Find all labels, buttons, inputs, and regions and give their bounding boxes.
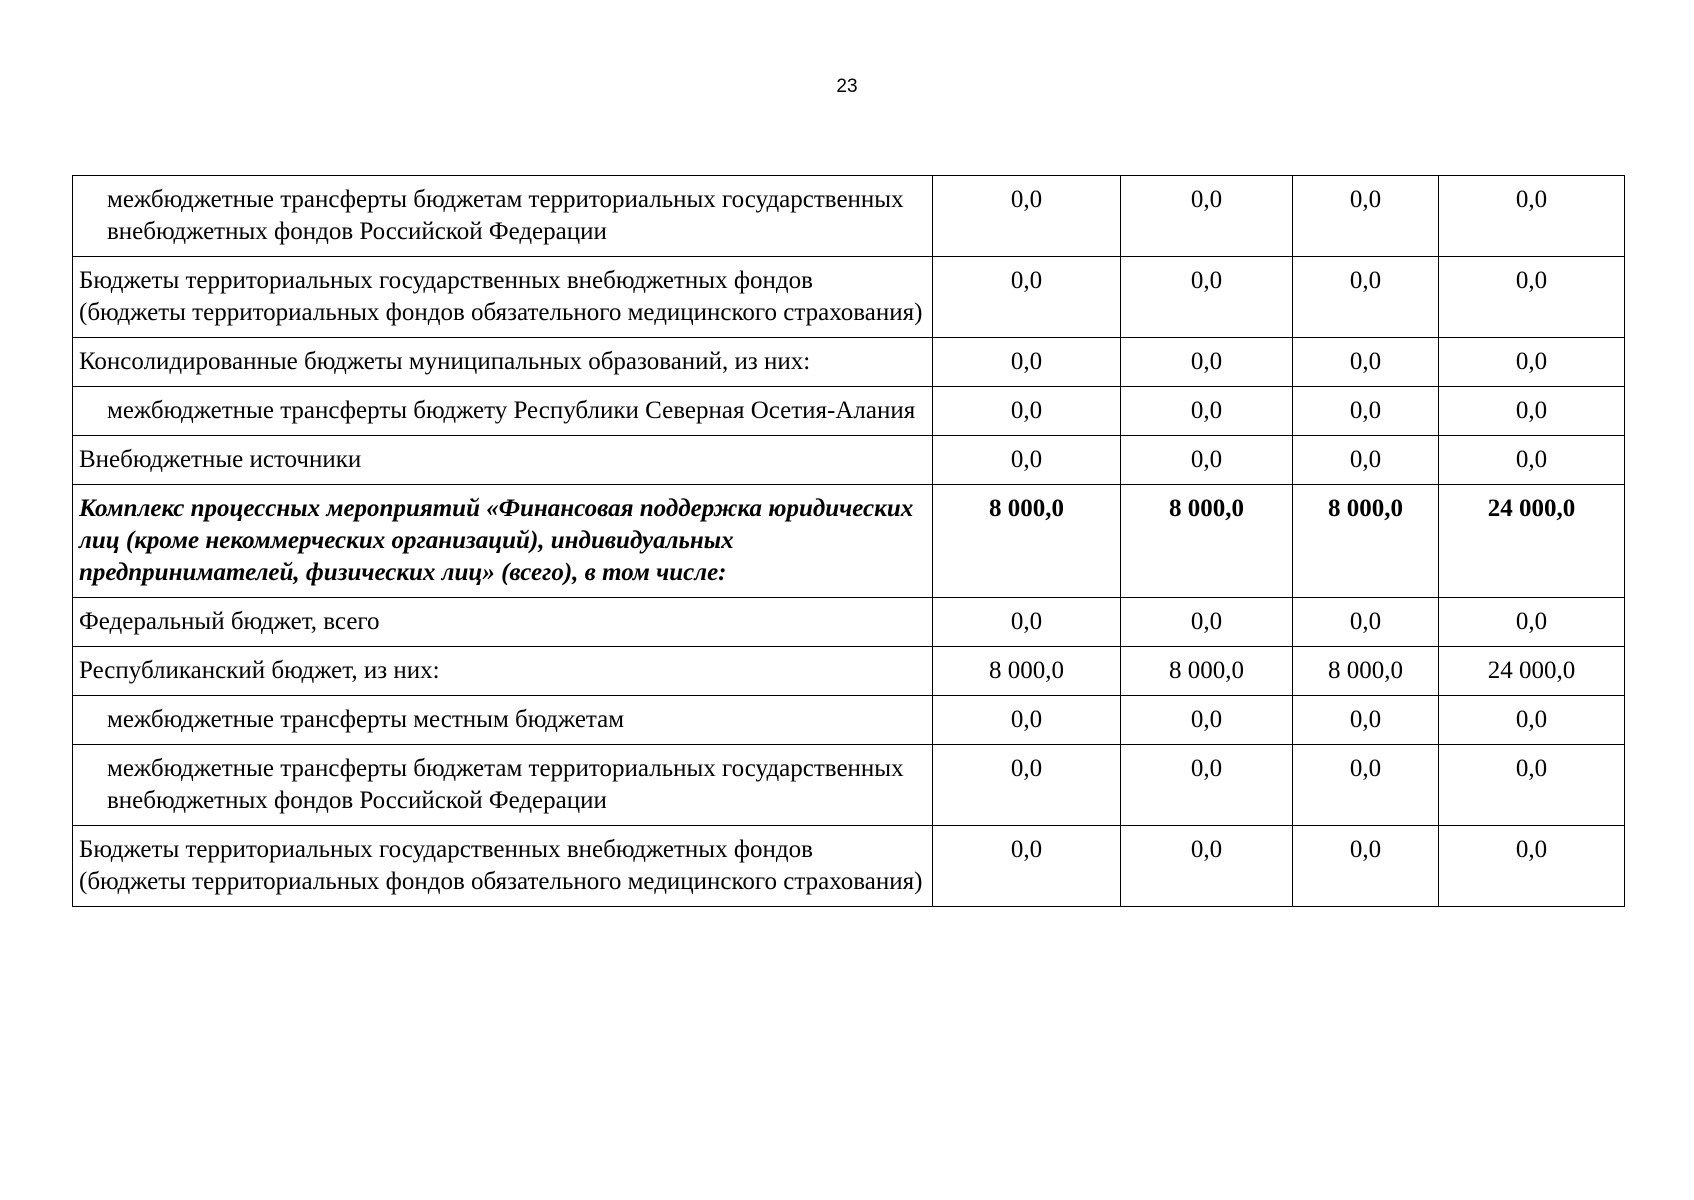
row-label: межбюджетные трансферты бюджетам территориальных государственных внебюджетных фондов Российской Федерации <box>73 176 933 257</box>
value-cell: 8 000,0 <box>1121 485 1293 598</box>
row-label: Бюджеты территориальных государственных внебюджетных фондов (бюджеты территориальных фондов обязательного медицинского страхования) <box>73 257 933 338</box>
value-cell: 8 000,0 <box>933 485 1121 598</box>
table-row <box>73 176 1625 257</box>
value-cell: 0,0 <box>1121 696 1293 745</box>
value-cell: 0,0 <box>933 598 1121 647</box>
table-row <box>73 436 1625 485</box>
value-cell: 0,0 <box>1439 257 1625 338</box>
value-cell: 0,0 <box>1293 257 1439 338</box>
value-cell: 0,0 <box>933 696 1121 745</box>
value-cell: 8 000,0 <box>1293 647 1439 696</box>
value-cell: 0,0 <box>1293 338 1439 387</box>
value-cell: 0,0 <box>1293 436 1439 485</box>
value-cell: 0,0 <box>1439 826 1625 907</box>
value-cell: 0,0 <box>1121 338 1293 387</box>
table-row <box>73 338 1625 387</box>
row-label: Консолидированные бюджеты муниципальных образований, из них: <box>73 338 933 387</box>
page-number: 23 <box>836 76 858 97</box>
table-row <box>73 387 1625 436</box>
value-cell: 24 000,0 <box>1439 485 1625 598</box>
value-cell: 8 000,0 <box>1121 647 1293 696</box>
value-cell: 0,0 <box>933 387 1121 436</box>
value-cell: 0,0 <box>933 745 1121 826</box>
table-row <box>73 696 1625 745</box>
value-cell: 0,0 <box>933 338 1121 387</box>
table-row <box>73 257 1625 338</box>
value-cell: 0,0 <box>1121 436 1293 485</box>
row-label: Бюджеты территориальных государственных внебюджетных фондов (бюджеты территориальных фондов обязательного медицинского страхования) <box>73 826 933 907</box>
value-cell: 0,0 <box>1293 176 1439 257</box>
value-cell: 24 000,0 <box>1439 647 1625 696</box>
value-cell: 0,0 <box>1439 598 1625 647</box>
value-cell: 0,0 <box>1293 696 1439 745</box>
value-cell: 0,0 <box>1439 176 1625 257</box>
value-cell: 0,0 <box>1121 387 1293 436</box>
value-cell: 0,0 <box>1293 826 1439 907</box>
value-cell: 0,0 <box>1439 338 1625 387</box>
value-cell: 0,0 <box>1293 598 1439 647</box>
value-cell: 0,0 <box>1121 826 1293 907</box>
value-cell: 0,0 <box>933 257 1121 338</box>
value-cell: 0,0 <box>1121 745 1293 826</box>
value-cell: 8 000,0 <box>933 647 1121 696</box>
value-cell: 8 000,0 <box>1293 485 1439 598</box>
value-cell: 0,0 <box>1293 745 1439 826</box>
value-cell: 0,0 <box>933 436 1121 485</box>
value-cell: 0,0 <box>1439 745 1625 826</box>
row-label: межбюджетные трансферты бюджету Республики Северная Осетия-Алания <box>73 387 933 436</box>
value-cell: 0,0 <box>933 176 1121 257</box>
table-row <box>73 647 1625 696</box>
table-row-complex-total <box>73 485 1625 598</box>
table-row <box>73 826 1625 907</box>
row-label: Республиканский бюджет, из них: <box>73 647 933 696</box>
row-label: Федеральный бюджет, всего <box>73 598 933 647</box>
value-cell: 0,0 <box>1439 436 1625 485</box>
value-cell: 0,0 <box>933 826 1121 907</box>
table-row <box>73 598 1625 647</box>
table-row <box>73 745 1625 826</box>
row-label: Внебюджетные источники <box>73 436 933 485</box>
value-cell: 0,0 <box>1121 176 1293 257</box>
value-cell: 0,0 <box>1293 387 1439 436</box>
value-cell: 0,0 <box>1121 598 1293 647</box>
value-cell: 0,0 <box>1439 387 1625 436</box>
row-label: межбюджетные трансферты местным бюджетам <box>73 696 933 745</box>
row-label: Комплекс процессных мероприятий «Финансовая поддержка юридических лиц (кроме некоммерческих организаций), индивидуальных предпринимателей, физических лиц» (всего), в том числе: <box>73 485 933 598</box>
value-cell: 0,0 <box>1439 696 1625 745</box>
row-label: межбюджетные трансферты бюджетам территориальных государственных внебюджетных фондов Российской Федерации <box>73 745 933 826</box>
value-cell: 0,0 <box>1121 257 1293 338</box>
budget-table <box>72 175 1625 907</box>
